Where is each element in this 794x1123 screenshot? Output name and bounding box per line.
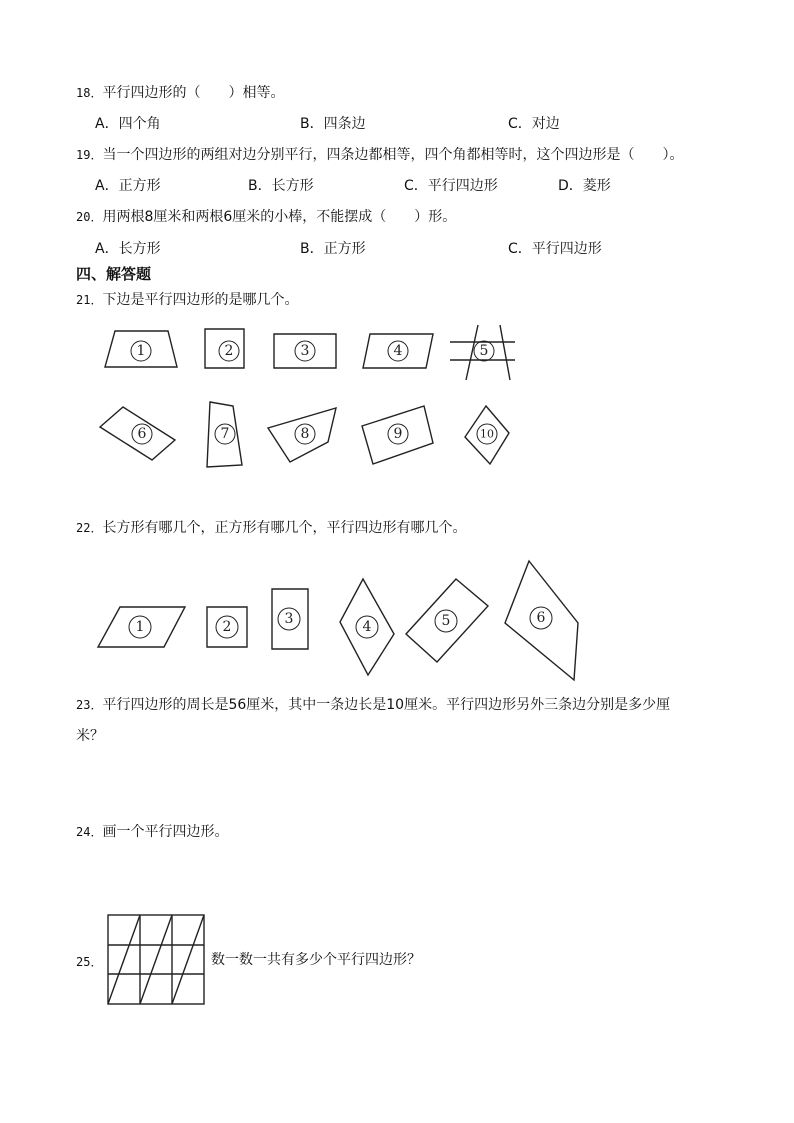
q21-label-2: 2 xyxy=(224,343,234,359)
q22-figure-3 xyxy=(272,589,308,649)
q25-grid-figure xyxy=(107,914,207,1006)
q18-option-b[interactable]: B．四条边 xyxy=(300,116,366,132)
q23-stem-line2 xyxy=(76,727,104,745)
q21-label-4: 4 xyxy=(393,343,403,359)
q22-figure-4 xyxy=(340,579,394,675)
q18-number: 18． xyxy=(76,86,103,100)
q22-figure-2 xyxy=(207,607,247,647)
q24-text: 画一个平行四边形。 xyxy=(102,824,229,840)
q22-label-2: 2 xyxy=(222,619,232,635)
q21-text: 下边是平行四边形的是哪几个。 xyxy=(102,292,299,308)
q21-figure-5 xyxy=(450,325,515,380)
q19-text: 当一个四边形的两组对边分别平行，四条边都相等，四个角都相等时，这个四边形是（ ）。 xyxy=(102,147,684,163)
q20-option-a[interactable]: A．长方形 xyxy=(95,241,161,257)
q22-label-3: 3 xyxy=(284,611,294,627)
q21-figure-10 xyxy=(465,406,509,464)
q21-figures xyxy=(0,320,794,510)
q19-number: 19． xyxy=(76,148,103,162)
q19-option-c[interactable]: C．平行四边形 xyxy=(404,178,498,194)
q20-stem xyxy=(76,208,456,226)
q22-figures xyxy=(0,555,794,685)
q18-text: 平行四边形的（ ）相等。 xyxy=(102,85,285,101)
q22-label-4: 4 xyxy=(362,619,372,635)
q21-stem xyxy=(76,291,298,309)
q22-label-5: 5 xyxy=(441,613,451,629)
q21-label-10: 10 xyxy=(480,427,494,441)
q23-text-line2: 米？ xyxy=(76,728,104,744)
q19-option-a[interactable]: A．正方形 xyxy=(95,178,161,194)
q21-label-3: 3 xyxy=(300,343,310,359)
q22-text: 长方形有哪几个，正方形有哪几个，平行四边形有哪几个。 xyxy=(102,520,467,536)
q25-text: 数一数一共有多少个平行四边形？ xyxy=(211,952,421,968)
q21-number: 21． xyxy=(76,293,103,307)
q21-figure-6 xyxy=(100,407,175,460)
q21-figure-2 xyxy=(205,329,244,368)
q20-option-b[interactable]: B．正方形 xyxy=(300,241,366,257)
q21-figure-1 xyxy=(105,331,177,367)
q19-option-d[interactable]: D．菱形 xyxy=(558,178,611,194)
q20-option-c[interactable]: C．平行四边形 xyxy=(508,241,602,257)
q21-figure-7 xyxy=(207,402,242,467)
q20-text: 用两根8厘米和两根6厘米的小棒，不能摆成（ ）形。 xyxy=(102,209,457,225)
q21-figure-8 xyxy=(268,408,336,462)
q18-option-c[interactable]: C．对边 xyxy=(508,116,560,132)
q24-stem xyxy=(76,823,228,841)
q19-option-b[interactable]: B．长方形 xyxy=(248,178,314,194)
q22-stem xyxy=(76,519,466,537)
q21-figure-3 xyxy=(274,334,336,368)
q18-stem xyxy=(76,84,284,102)
q22-figure-6 xyxy=(505,561,578,680)
q23-stem-line1 xyxy=(76,696,670,714)
q22-figure-1 xyxy=(98,607,185,647)
q21-label-9: 9 xyxy=(393,426,403,442)
q21-figure-9 xyxy=(362,406,433,464)
q22-label-1: 1 xyxy=(135,619,145,635)
q22-number: 22． xyxy=(76,521,103,535)
section-title: 四、解答题 xyxy=(76,265,152,283)
q22-label-6: 6 xyxy=(536,610,546,626)
q24-number: 24． xyxy=(76,825,103,839)
q21-figure-4 xyxy=(363,334,433,368)
q18-option-a[interactable]: A．四个角 xyxy=(95,116,161,132)
q20-number: 20． xyxy=(76,210,103,224)
q19-stem xyxy=(76,146,683,164)
q21-label-5: 5 xyxy=(479,343,489,359)
q23-text-line1: 平行四边形的周长是56厘米，其中一条边长是10厘米。平行四边形另外三条边分别是多少厘 xyxy=(102,697,671,713)
q21-label-1: 1 xyxy=(136,343,146,359)
q25-number: 25． xyxy=(76,955,103,969)
q23-number: 23． xyxy=(76,698,103,712)
q21-label-8: 8 xyxy=(300,426,310,442)
q21-label-7: 7 xyxy=(220,426,230,442)
q22-figure-5 xyxy=(406,579,488,662)
q21-label-6: 6 xyxy=(137,426,147,442)
